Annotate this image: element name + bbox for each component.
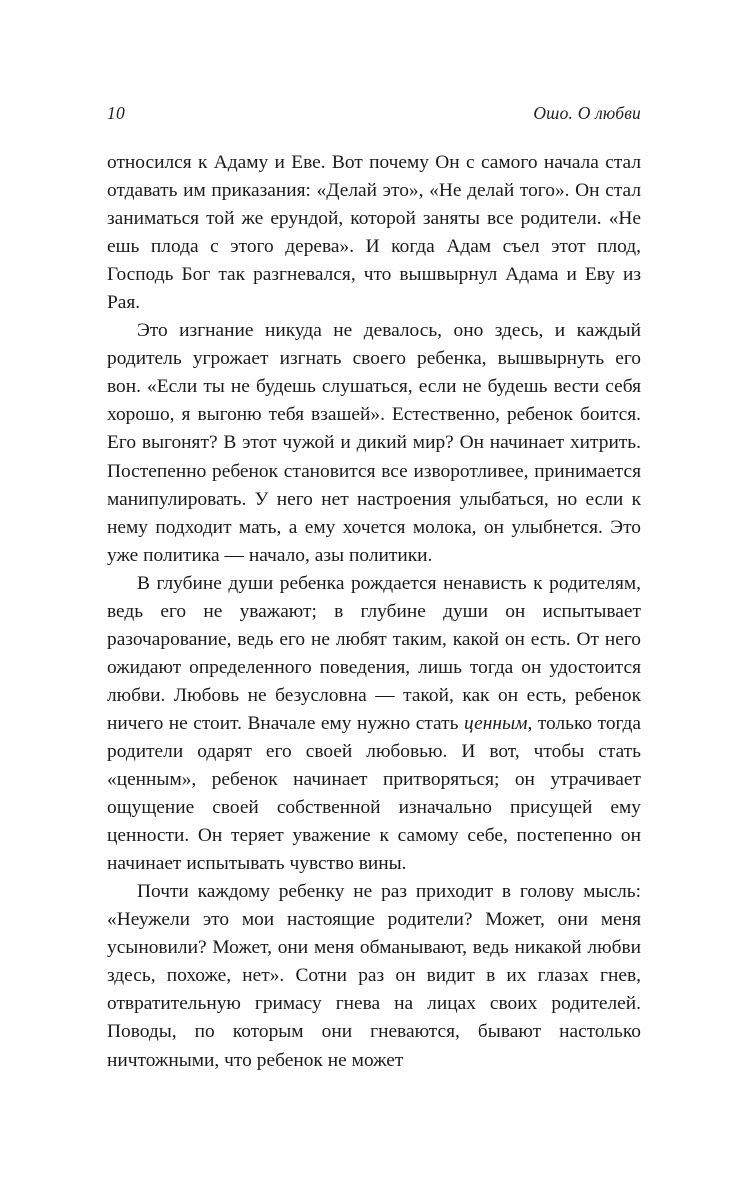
book-title: Ошо. О любви [533,103,641,123]
paragraph: относился к Адаму и Еве. Вот почему Он с самого начала стал отдавать им приказания: «Делай это», «Не делай того». Он стал заниматься той же ерундой, которой заняты все родители. «Не ешь плода с этого дерева». И когда Адам съел этот плод, Господь Бог так разгневался, что вышвырнул Адама и Еву из Рая. [107,152,641,314]
paragraph: Это изгнание никуда не девалось, оно здесь, и каждый родитель угрожает изгнать своего ребенка, вышвырнуть его вон. «Если ты не будешь слушаться, если не будешь вести себя хорошо, я выгоню тебя взашей». Естественно, ребенок боится. Его выгонят? В этот чужой и дикий мир? Он начинает хитрить. Постепенно ребенок становится все изворотливее, принимается манипулировать. У него нет настроения улыбаться, но если к нему подходит мать, а ему хочется молока, он улыбнется. Это уже политика — начало, азы политики. [107,320,641,566]
text-run: , только тогда родители одарят его своей любовью. И вот, чтобы стать «ценным», ребенок начинает притворяться; он утрачивает ощущение своей собственной изначально присущей ему ценности. Он теряет уважение к самому себе, постепенно он начинает испытывать чувство вины. [107,712,641,875]
body-text-block [107,149,641,1075]
running-header [107,103,641,124]
paragraph: Почти каждому ребенку не раз приходит в голову мысль: «Неужели это мои настоящие родители? Может, они меня усыновили? Может, они меня обманывают, ведь никакой любви здесь, похоже, нет». Сотни раз он видит в их глазах гнев, отвратительную гримасу гнева на лицах своих родителей. Поводы, по которым они гневаются, бывают настолько ничтожными, что ребенок не может [107,881,641,1071]
text-run: В глубине души ребенка рождается ненависть к родителям, ведь его не уважают; в глубине души он испытывает разочарование, ведь его не любят таким, какой он есть. От него ожидают определенного поведения, лишь тогда он удостоится любви. Любовь не безусловна — такой, как он есть, ребенок ничего не стоит. Вначале ему нужно стать [107,572,641,734]
paragraph-with-emphasis [107,570,641,879]
emphasis-text: ценным [463,712,528,734]
page-number: 10 [107,103,125,123]
